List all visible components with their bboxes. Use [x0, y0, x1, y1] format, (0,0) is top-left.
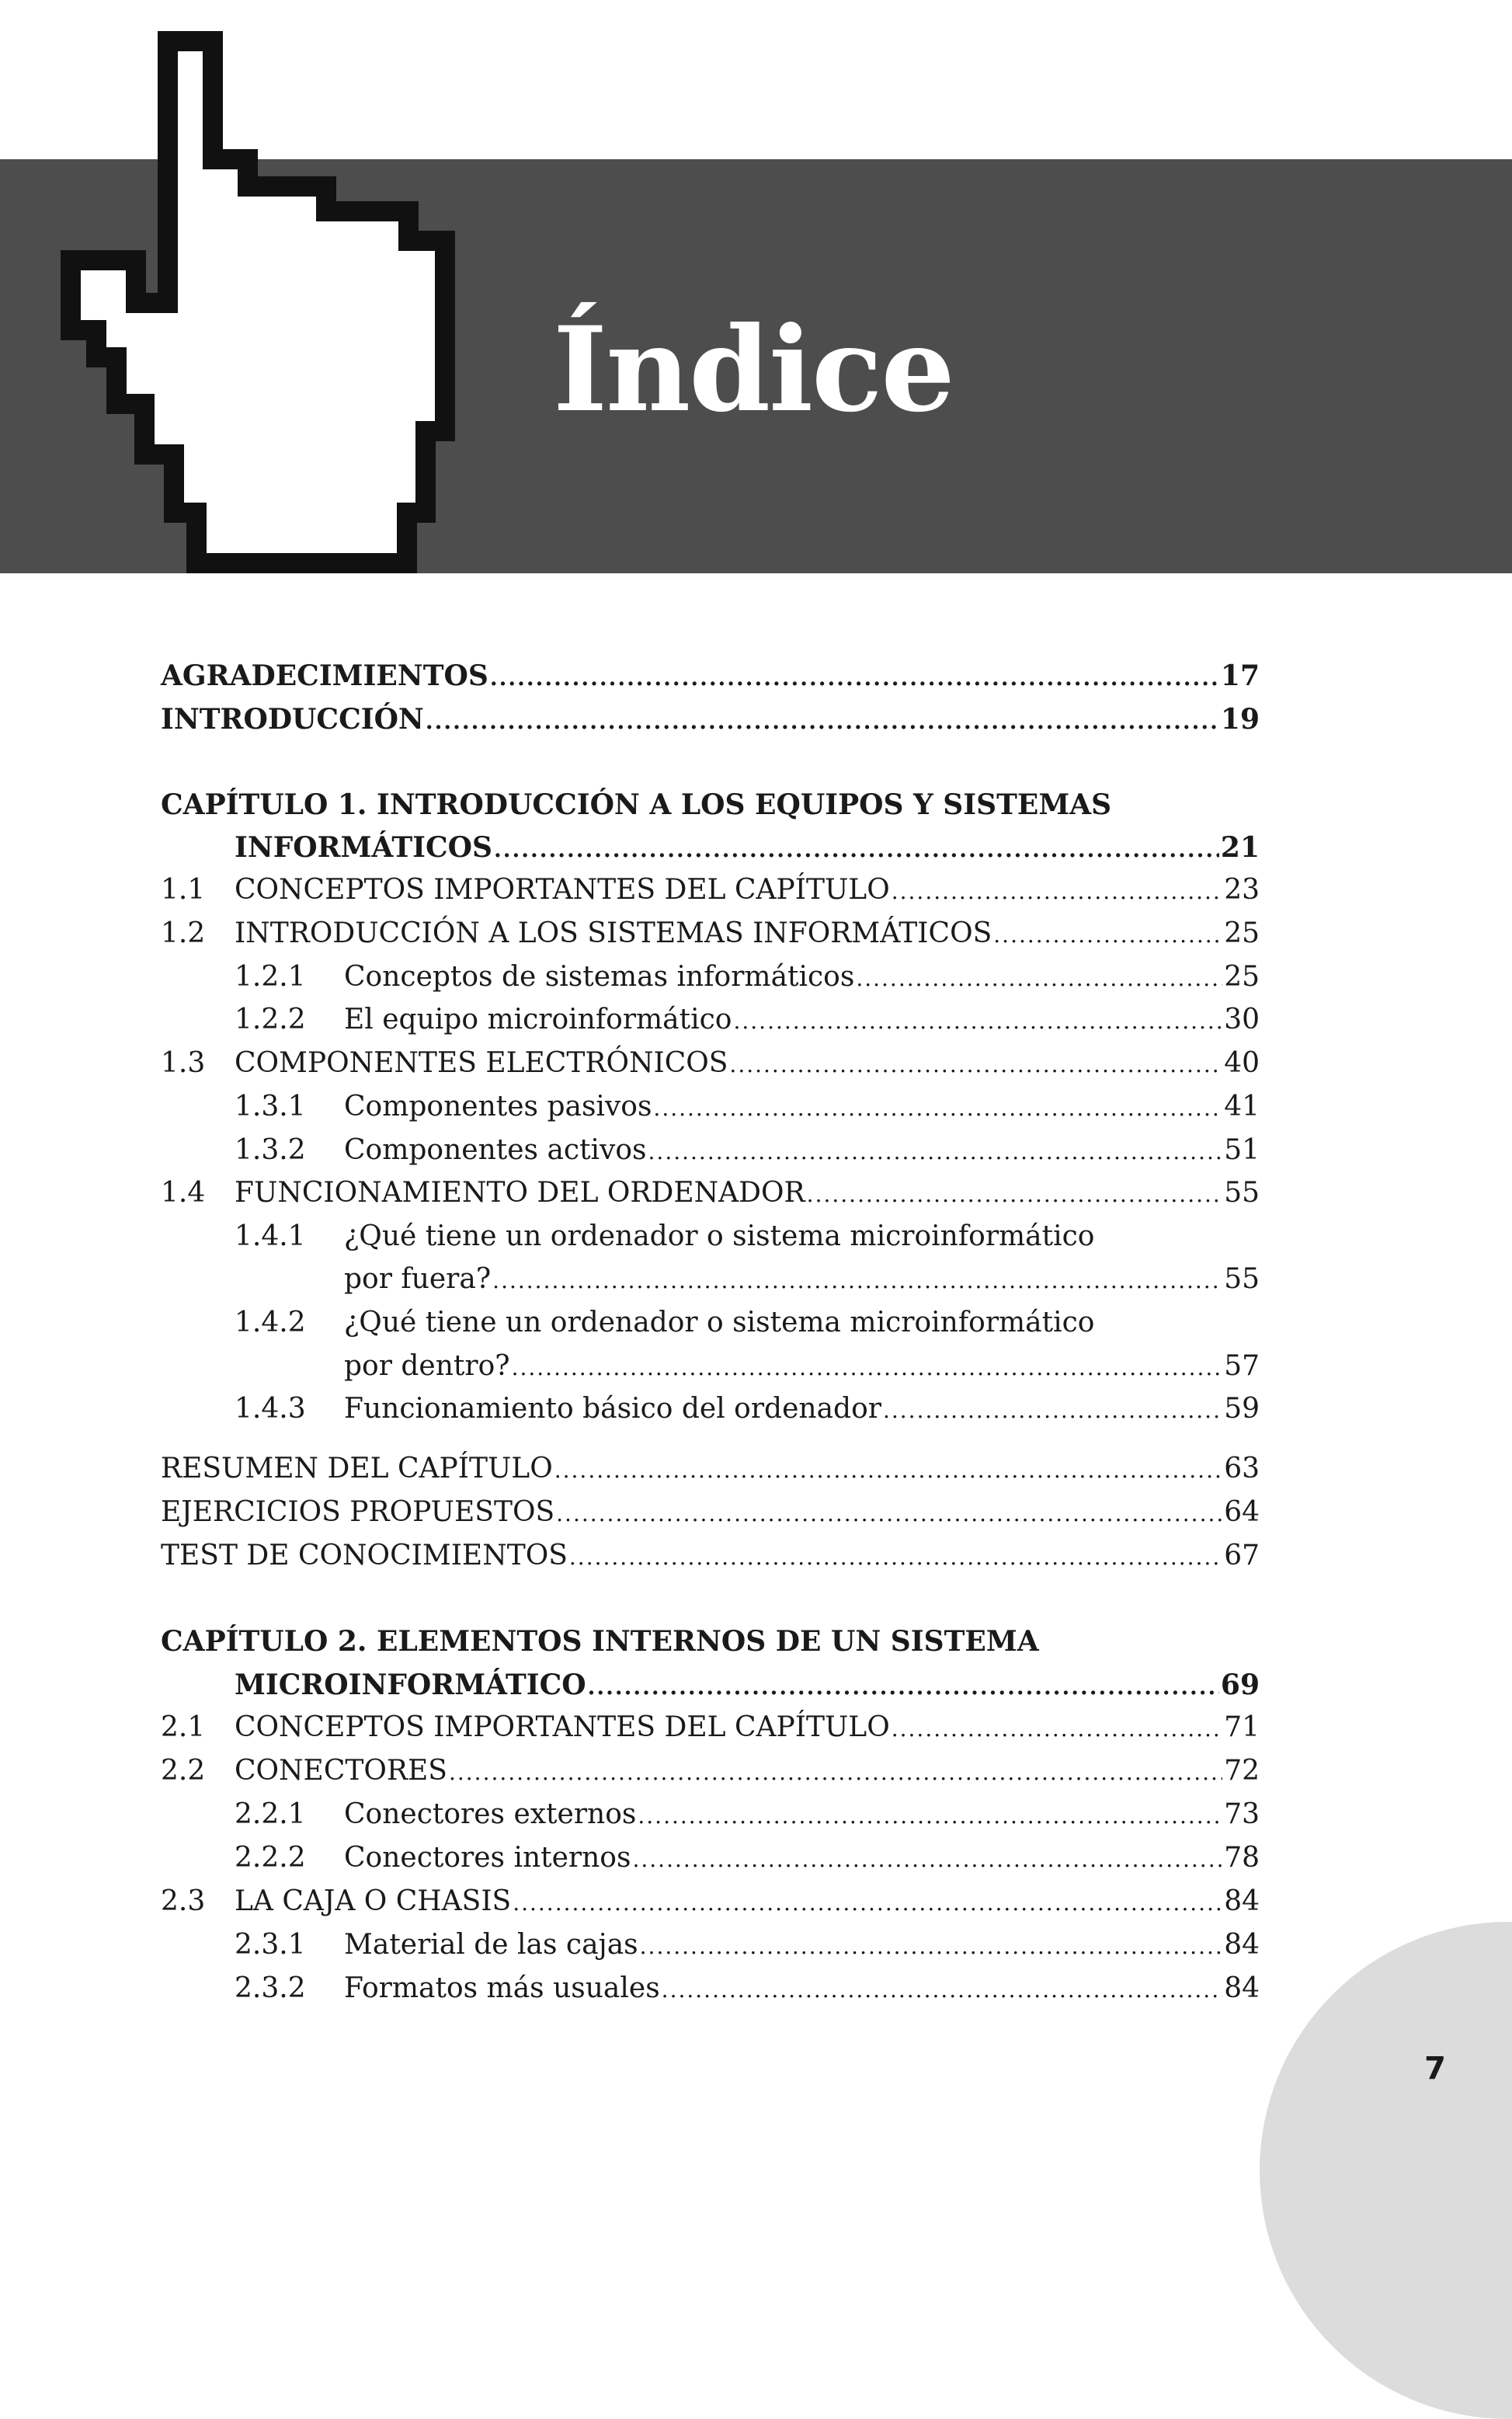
leader-dots	[494, 828, 1219, 872]
toc-page-number: 78	[1224, 1842, 1260, 1874]
toc-entry[interactable]	[235, 1042, 1260, 1085]
toc-entry-label: El equipo microinformático	[344, 1004, 732, 1035]
toc-entry-number: 1.2	[161, 917, 206, 949]
leader-dots	[632, 1838, 1222, 1881]
toc-entry[interactable]	[161, 1491, 1260, 1534]
toc-entry-label: Material de las cajas	[344, 1929, 638, 1961]
leader-dots	[556, 1492, 1222, 1536]
toc-entry-number: 1.2.1	[235, 961, 306, 993]
toc-entry-label: CAPÍTULO 1. INTRODUCCIÓN A LOS EQUIPOS Y SISTEMAS	[161, 788, 1112, 821]
toc-entry[interactable]	[344, 1345, 1260, 1388]
toc-entry[interactable]	[344, 955, 1260, 999]
toc-entry-number: 1.1	[161, 874, 206, 906]
toc-page-number: 25	[1224, 961, 1260, 993]
toc-entry[interactable]	[344, 1258, 1260, 1301]
toc-entry[interactable]	[235, 1880, 1260, 1923]
toc-entry[interactable]	[344, 1085, 1260, 1129]
toc-entry-label: Conceptos de sistemas informáticos	[344, 961, 855, 993]
leader-dots	[513, 1881, 1222, 1925]
toc-entry[interactable]	[344, 1793, 1260, 1836]
leader-dots	[492, 1259, 1222, 1303]
toc-entry-label: AGRADECIMIENTOS	[161, 660, 488, 692]
toc-entry[interactable]	[344, 1129, 1260, 1172]
toc-page-number: 84	[1224, 1972, 1260, 2004]
leader-dots	[733, 1000, 1222, 1043]
leader-dots	[569, 1536, 1222, 1579]
toc-entry-label: Funcionamiento básico del ordenador	[344, 1393, 881, 1425]
toc-entry-label: RESUMEN DEL CAPÍTULO	[161, 1453, 553, 1484]
toc-entry-label: FUNCIONAMIENTO DEL ORDENADOR	[235, 1177, 805, 1209]
page-number: 7	[1424, 2051, 1446, 2087]
toc-entry-label: EJERCICIOS PROPUESTOS	[161, 1496, 555, 1528]
toc-entry-number: 1.3.1	[235, 1091, 306, 1122]
leader-dots	[892, 870, 1222, 914]
toc-entry-number: 2.2.2	[235, 1842, 306, 1874]
toc-entry-label: LA CAJA O CHASIS	[235, 1885, 512, 1917]
leader-dots	[883, 1389, 1222, 1432]
toc-page-number: 30	[1224, 1004, 1260, 1035]
leader-dots	[856, 957, 1222, 1001]
toc-entry-label: TEST DE CONOCIMIENTOS	[161, 1540, 568, 1571]
toc-entry-number: 1.2.2	[235, 1004, 306, 1035]
toc-entry-number: 2.2	[161, 1755, 206, 1787]
toc-entry-label: CONECTORES	[235, 1755, 447, 1787]
leader-dots	[993, 914, 1222, 957]
toc-entry[interactable]	[235, 826, 1260, 869]
toc-entry-number: 2.3	[161, 1885, 206, 1917]
toc-page-number: 64	[1224, 1496, 1260, 1528]
toc-page-number: 72	[1224, 1755, 1260, 1787]
toc-entry-label: CONCEPTOS IMPORTANTES DEL CAPÍTULO	[235, 874, 890, 906]
toc-page-number: 19	[1220, 703, 1260, 736]
toc-page-number: 21	[1220, 831, 1260, 864]
toc-entry-number: 1.3.2	[235, 1134, 306, 1166]
leader-dots	[662, 1968, 1223, 2012]
toc-entry-label: CAPÍTULO 2. ELEMENTOS INTERNOS DE UN SISTEMA	[161, 1625, 1039, 1658]
leader-dots	[588, 1665, 1219, 1709]
toc-entry[interactable]	[344, 1923, 1260, 1967]
toc-entry-label: Conectores internos	[344, 1842, 631, 1874]
toc-entry-label: COMPONENTES ELECTRÓNICOS	[235, 1047, 728, 1079]
toc-entry-number: 1.4.3	[235, 1393, 306, 1425]
toc-entry-label: Formatos más usuales	[344, 1972, 660, 2004]
leader-dots	[648, 1130, 1223, 1174]
toc-entry-number: 2.1	[161, 1711, 206, 1743]
toc-entry[interactable]	[161, 1534, 1260, 1578]
toc-entry-label-continuation: por fuera?	[344, 1263, 492, 1295]
toc-entry-number: 2.2.1	[235, 1798, 306, 1830]
toc-entry[interactable]	[235, 1171, 1260, 1215]
toc-entry-label-continuation: MICROINFORMÁTICO	[235, 1669, 586, 1701]
toc-entry-number: 2.3.2	[235, 1972, 306, 2004]
toc-entry-label: CONCEPTOS IMPORTANTES DEL CAPÍTULO	[235, 1711, 890, 1743]
leader-dots	[490, 656, 1219, 700]
toc-entry-label-continuation: INFORMÁTICOS	[235, 831, 493, 864]
toc-page-number: 55	[1224, 1177, 1260, 1209]
toc-page-number: 69	[1220, 1669, 1260, 1701]
toc-entry-label: ¿Qué tiene un ordenador o sistema microinformático	[344, 1307, 1095, 1338]
toc-page-number: 57	[1224, 1350, 1260, 1382]
toc-entry-number: 2.3.1	[235, 1929, 306, 1961]
toc-entry[interactable]	[161, 654, 1260, 698]
toc-entry[interactable]	[235, 1749, 1260, 1793]
toc-page-number: 63	[1224, 1453, 1260, 1484]
toc-page-number: 23	[1224, 874, 1260, 906]
toc-entry-label: ¿Qué tiene un ordenador o sistema microinformático	[344, 1220, 1095, 1252]
leader-dots	[554, 1449, 1222, 1492]
leader-dots	[512, 1346, 1223, 1390]
leader-dots	[449, 1751, 1222, 1794]
leader-dots	[640, 1925, 1223, 1968]
leader-dots	[638, 1794, 1222, 1838]
toc-entry-number: 1.4	[161, 1177, 206, 1209]
toc-entry[interactable]	[235, 1706, 1260, 1749]
toc-entry-label: INTRODUCCIÓN A LOS SISTEMAS INFORMÁTICOS	[235, 917, 992, 949]
leader-dots	[729, 1043, 1222, 1087]
leader-dots	[807, 1173, 1223, 1216]
toc-entry[interactable]	[161, 698, 1260, 741]
leader-dots	[426, 700, 1219, 743]
toc-page-number: 59	[1224, 1393, 1260, 1425]
toc-page-number: 67	[1224, 1540, 1260, 1571]
toc-page-number: 41	[1224, 1091, 1260, 1122]
page-title: Índice	[553, 301, 954, 438]
toc-entry[interactable]	[235, 868, 1260, 912]
toc-entry[interactable]	[235, 1663, 1260, 1707]
toc-page-number: 17	[1220, 660, 1260, 692]
toc-entry-number: 1.4.1	[235, 1220, 306, 1252]
toc-entry[interactable]	[235, 912, 1260, 955]
toc-page-number: 25	[1224, 917, 1260, 949]
toc-entry-label: INTRODUCCIÓN	[161, 703, 424, 736]
toc-entry[interactable]	[344, 1967, 1260, 2010]
toc-page-number: 84	[1224, 1885, 1260, 1917]
leader-dots	[653, 1087, 1222, 1130]
toc-entry-label: Conectores externos	[344, 1798, 637, 1830]
toc-entry-label: Componentes activos	[344, 1134, 647, 1166]
toc-page-number: 40	[1224, 1047, 1260, 1079]
toc-page-number: 84	[1224, 1929, 1260, 1961]
toc-entry[interactable]	[161, 1447, 1260, 1491]
toc-entry[interactable]	[344, 998, 1260, 1042]
toc-page-number: 55	[1224, 1263, 1260, 1295]
toc-entry-label-continuation: por dentro?	[344, 1350, 510, 1382]
toc-page-number: 73	[1224, 1798, 1260, 1830]
toc-entry-label: Componentes pasivos	[344, 1091, 652, 1122]
toc-page-number: 71	[1224, 1711, 1260, 1743]
leader-dots	[892, 1707, 1222, 1751]
toc-entry-number: 1.3	[161, 1047, 206, 1079]
toc-page-number: 51	[1224, 1134, 1260, 1166]
toc-entry-number: 1.4.2	[235, 1307, 306, 1338]
toc-entry[interactable]	[344, 1387, 1260, 1431]
toc-entry[interactable]	[344, 1836, 1260, 1880]
